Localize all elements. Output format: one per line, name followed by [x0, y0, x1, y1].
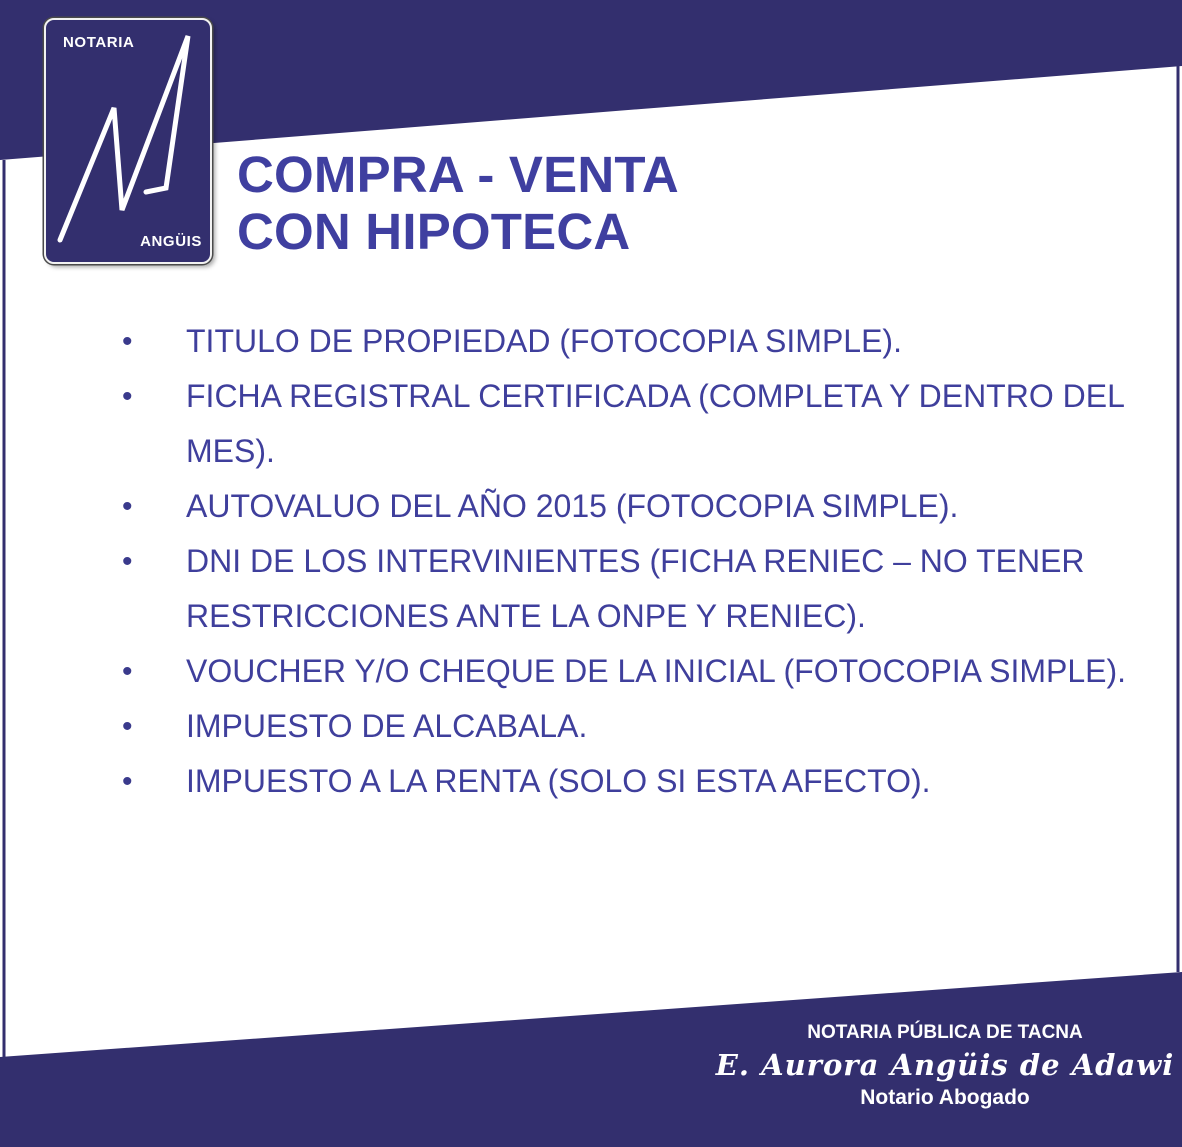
bullet: • [122, 655, 133, 688]
bullet: • [122, 545, 133, 578]
requirement-text: IMPUESTO DE ALCABALA. [186, 708, 588, 744]
list-item [120, 644, 1130, 699]
bullet: • [122, 325, 133, 358]
notary-role: Notario Abogado [860, 1086, 1030, 1109]
list-item [120, 314, 1130, 369]
footer-org: NOTARIA PÚBLICA DE TACNA [807, 1022, 1083, 1043]
bullet: • [122, 710, 133, 743]
title-line-1: COMPRA - VENTA [237, 146, 679, 203]
requirement-text: VOUCHER Y/O CHEQUE DE LA INICIAL (FOTOCOPIA SIMPLE). [186, 653, 1127, 689]
list-item [120, 754, 1130, 809]
requirement-text: IMPUESTO A LA RENTA (SOLO SI ESTA AFECTO). [186, 763, 931, 799]
footer-signature [690, 1018, 1182, 1114]
list-item [120, 534, 1130, 644]
notary-name: E. Aurora Angüis de Adawi [715, 1048, 1175, 1082]
list-item [120, 369, 1130, 479]
list-item [120, 479, 1130, 534]
bullet: • [122, 380, 133, 413]
bullet: • [122, 490, 133, 523]
requirements-list [120, 314, 1130, 809]
requirement-text: AUTOVALUO DEL AÑO 2015 (FOTOCOPIA SIMPLE). [186, 488, 959, 524]
logo-top-text: NOTARIA [63, 34, 135, 51]
title-line-2: CON HIPOTECA [237, 203, 631, 260]
logo-bottom-text: ANGÜIS [140, 233, 202, 250]
page-title [237, 146, 679, 260]
requirement-text: FICHA REGISTRAL CERTIFICADA (COMPLETA Y DENTRO DEL MES). [186, 378, 1124, 469]
requirement-text: DNI DE LOS INTERVINIENTES (FICHA RENIEC – NO TENER RESTRICCIONES ANTE LA ONPE Y RENIEC). [186, 543, 1085, 634]
notaria-logo [44, 18, 212, 264]
requirement-text: TITULO DE PROPIEDAD (FOTOCOPIA SIMPLE). [186, 323, 902, 359]
stylized-m-icon [46, 20, 210, 262]
list-item [120, 699, 1130, 754]
bullet: • [122, 765, 133, 798]
